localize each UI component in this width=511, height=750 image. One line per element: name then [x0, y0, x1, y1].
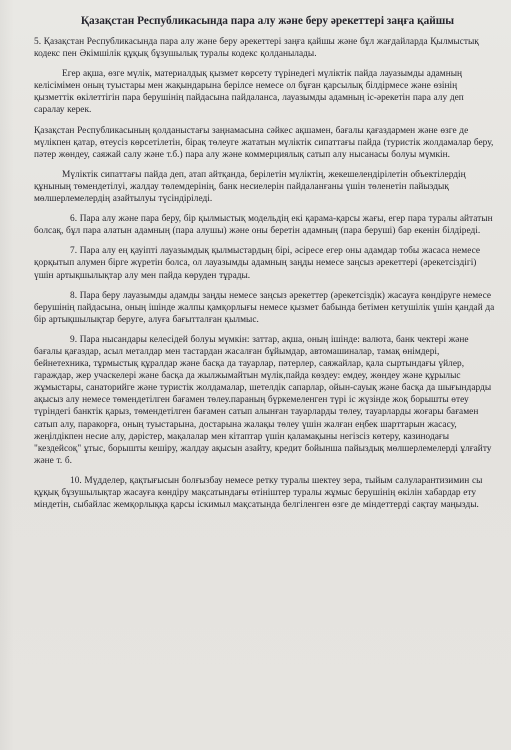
paragraph-5-property-benefit-explanation: Мүліктік сипаттағы пайда деп, атап айтқанда, берілетін мүліктің, жекешелендірілетін объектілердің құнының төмендетілуі, жалдау төлемдерінің, банк несиелерін пайдаланғаны үшін төленетін пайыздық мөлшерлемелердің азайтылуы түсіндіріледі.: [34, 169, 466, 205]
document-title: Қазақстан Республикасында пара алу және беру әрекеттері заңға қайшы: [80, 15, 455, 27]
page-shadow: [0, 0, 14, 750]
paragraph-10: 10. Мүдделер, қақтығысын болғызбау немесе ретку туралы шектеу зера, тыйым салуларантизимин сы құқық бұзушылықтар жасауға көндіру мақсатындағы өтініштер туралы жұмыс берушінің өкілін хабардар ету міндетін, сыбайлас жемқорлыққа қарсы іскимыл мақсатында белгіленген өзге де міндеттерді сақтау маңызды.: [34, 475, 483, 511]
paragraph-6: 6. Пара алу және пара беру, бір қылмыстық модельдің екі қарама-қарсы жағы, егер пара туралы айтатын болсақ, бұл пара алатын адамның (пара алушы) және оны беретін адамның (пара беруші) бар екенін білдіреді.: [34, 214, 493, 237]
paragraph-5: 5. Қазақстан Республикасында пара алу және беру әрекеттері заңға қайшы және бұл жағдайларда Қылмыстық кодекс пен Әкімшілік құқық бұзушылық туралы кодекс қолданылады.: [34, 37, 479, 60]
paragraph-8: 8. Пара беру лауазымды адамды заңды немесе заңсыз әрекеттер (әрекетсіздік) жасауға көндіруге немесе берушінің пайдасына, оның ішінде жалпы қамқорлығы немесе қызмет бабында бетімен кетушілік үшін қандай да бір артықшылықтар беруге, алуға бағытталған қылмыс.: [34, 290, 495, 325]
paragraph-7: 7. Пара алу ең қауіпті лауазымдық қылмыстардың бірі, әсіресе егер оны адамдар тобы жасаса немесе қорқытып алумен бірге жүретін болса, ол лауазымды адамның заңды немесе заңсыз әрекеттері (әрекетсіздігі) үшін артықшылықтар алу мен пайда көруден тұрады.: [34, 246, 481, 281]
paragraph-5-property-benefit: Қазақстан Республикасының қолданыстағы заңнамасына сәйкес ақшамен, бағалы қағаздармен және өзге де мүлікпен қатар, өтеусіз көрсетілетін, бірақ төлеуге жататын мүліктік сипаттағы пайда (туристік жолдамалар беру, пәтер жөндеу, саяжай салу және т.б.) пара алу және коммерциялық сатып алу нысанасы болуы мүмкін.: [34, 125, 494, 160]
paragraph-5-bribe-receiving-definition: Егер ақша, өзге мүлік, материалдық қызмет көрсету түрінедегі мүліктік пайда лауазымды адамның келісімімен оның туыстары мен жақындарына берілсе немесе ол бұған қарсылық білдірмесе және өзінің қызметтік өкілеттігін пара берушінің пайдасына пайдаланса, лауазымды адамның іс-әрекетін пара алу деп саралау керек.: [34, 69, 464, 116]
paragraph-9: 9. Пара нысандары келесідей болуы мүмкін: заттар, ақша, оның ішінде: валюта, банк чектері және бағалы қағаздар, асыл металдар мен тастардан жасалған бұйымдар, автомашиналар, тамақ өнімдері, бейнетехника, тұрмыстық құралдар және басқа да тауарлар, пәтерлер, саяжайлар, қала сыртындағы үйлер, гараждар, жер учаскелері және басқа да жылжымайтын мүлік,пайда көздеу: емдеу, жөндеу және құрылыс жұмыстары, санаторийге және туристік жолдамалар, шетелдік сапарлар, ойын-сауық және басқа да шығындарды ақысыз алу немесе төмендетілген бағамен төлеу.параның бүркемеленген түрі іс жүзінде жоқ борышты өтеу түріндегі банктік қарыз, төмендетілген бағамен сатып алынған тауарларды төлеу, тауарларды жоғары бағамен сатып алу, паракорға, оның туыстарына, достарына жалақы төлеу үшін жалған еңбек шарттарын жасасу, жеңілдікпен несие алу, дәрістер, мақалалар мен кітаптар үшін қаламақыны негізсіз көтеру, казинодағы "кездейсоқ" ұтыс, борышты кешіру, жалдау ақысын азайту, кредит бойынша пайыздық мөлшерлемелерді ұлғайту және т. б.: [34, 334, 492, 466]
